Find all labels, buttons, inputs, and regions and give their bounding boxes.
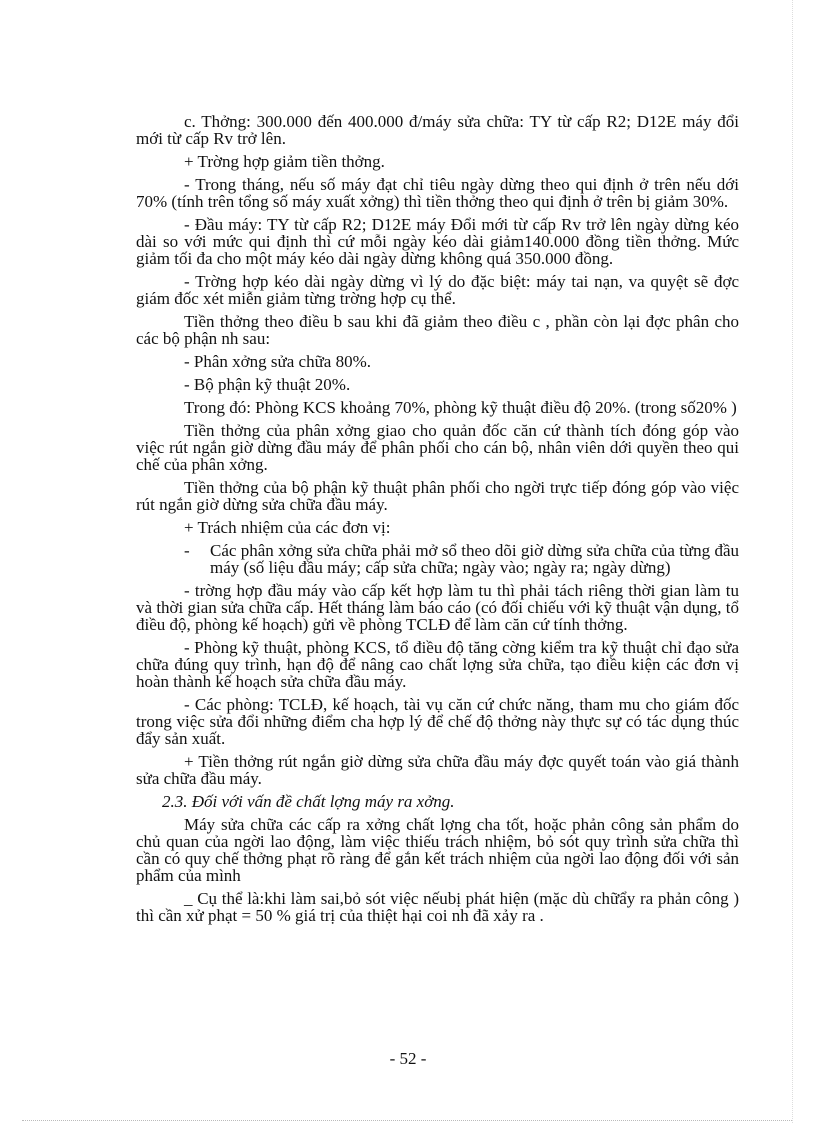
paragraph: - Phòng kỹ thuật, phòng KCS, tổ điều độ tăng cờng kiểm tra kỹ thuật chỉ đạo sửa chữa đúng quy trình, hạn độ để nâng cao chất lợng sửa chữa, tạo điều kiện các đơn vị hoàn thành kế hoạch sửa chữa đầu máy. (136, 638, 739, 691)
paragraph: + Trách nhiệm của các đơn vị: (184, 518, 391, 537)
paragraph: - Bộ phận kỹ thuật 20%. (184, 375, 351, 394)
paragraph: _ Cụ thể là:khi làm sai,bỏ sót việc nếubị phát hiện (mặc dù chữẩy ra phản công ) thì cần xử phạt = 50 % giá trị của thiệt hại coi nh đã xảy ra . (136, 889, 739, 925)
bullet-item (184, 542, 739, 576)
paragraph: + Trờng hợp giảm tiền thởng. (184, 152, 385, 171)
paragraph: - Phân xởng sửa chữa 80%. (184, 352, 371, 371)
paragraph: Tiền thởng của bộ phận kỹ thuật phân phối cho ngời trực tiếp đóng góp vào việc rút ngắn giờ dừng sửa chữa đầu máy. (136, 478, 739, 514)
paragraph: - Trờng hợp kéo dài ngày dừng vì lý do đặc biệt: máy tai nạn, va quyệt sẽ đợc giám đốc xét miễn giảm từng trờng hợp cụ thể. (136, 272, 739, 308)
paragraph: - Các phòng: TCLĐ, kế hoạch, tài vụ căn cứ chức năng, tham mu cho giám đốc trong việc sửa đổi những điểm cha hợp lý để chế độ thởng này thực sự có tác dụng thúc đẩy sản xuất. (136, 695, 739, 748)
page-number: - 52 - (389, 1049, 427, 1068)
bullet-text: Các phân xởng sửa chữa phải mở sổ theo dõi giờ dừng sửa chữa của từng đầu máy (số liệu đầu máy; cấp sửa chữa; ngày vào; ngày ra; ngày dừng) (210, 541, 739, 577)
bullet-mark: - (184, 541, 190, 560)
document-body (136, 113, 739, 930)
paragraph: Tiền thởng theo điều b sau khi đã giảm theo điều c , phần còn lại đợc phân cho các bộ phận nh sau: (136, 312, 739, 348)
page-bottom-border (22, 1120, 792, 1121)
page-side-border (792, 0, 793, 1123)
paragraph: - trờng hợp đầu máy vào cấp kết hợp làm tu thì phải tách riêng thời gian làm tu và thời gian sửa chữa cấp. Hết tháng làm báo cáo (có đối chiếu với kỹ thuật vận dụng, tổ điều độ, phòng kế hoạch) gửi về phòng TCLĐ để làm căn cứ tính thởng. (136, 581, 739, 634)
paragraph: Trong đó: Phòng KCS khoảng 70%, phòng kỹ thuật điều độ 20%. (trong số20% ) (184, 398, 737, 417)
paragraph: c. Thởng: 300.000 đến 400.000 đ/máy sửa chữa: TY từ cấp R2; D12E máy đổi mới từ cấp Rv trở lên. (136, 112, 739, 148)
paragraph: - Trong tháng, nếu số máy đạt chỉ tiêu ngày dừng theo qui định ở trên nếu dới 70% (tính trên tổng số máy xuất xởng) thì tiền thởng theo qui định ở trên bị giảm 30%. (136, 175, 739, 211)
paragraph: - Đầu máy: TY từ cấp R2; D12E máy Đổi mới từ cấp Rv trở lên ngày dừng kéo dài so với mức qui định thì cứ mỗi ngày kéo dài giảm140.000 đồng tiền thởng. Mức giảm tối đa cho một máy kéo dài ngày dừng không quá 350.000 đồng. (136, 215, 739, 268)
paragraph: + Tiền thởng rút ngắn giờ dừng sửa chữa đầu máy đợc quyết toán vào giá thành sửa chữa đầu máy. (136, 752, 739, 788)
section-heading: 2.3. Đối với vấn đề chất lợng máy ra xởng. (162, 792, 455, 811)
paragraph: Tiền thởng của phân xởng giao cho quản đốc căn cứ thành tích đóng góp vào việc rút ngắn giờ dừng đầu máy để phân phối cho cán bộ, nhân viên dới quyền theo qui chế của phân xởng. (136, 421, 739, 474)
paragraph: Máy sửa chữa các cấp ra xởng chất lợng cha tốt, hoặc phản công sản phẩm do chủ quan của ngời lao động, làm việc thiếu trách nhiệm, bỏ sót quy trình sửa chữa thì cần có quy chế thởng phạt rõ ràng để gắn kết trách nhiệm của ngời lao động đối với sản phẩm của mình (136, 815, 739, 885)
